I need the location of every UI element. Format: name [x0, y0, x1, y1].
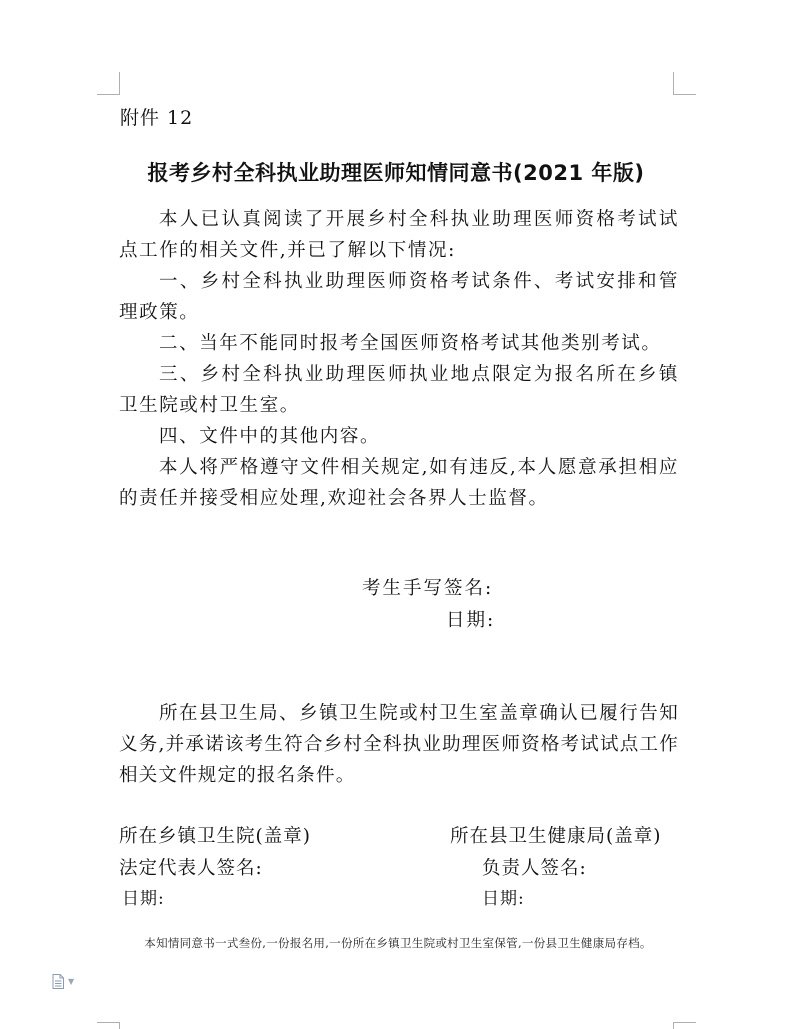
- candidate-date-label: 日期:: [446, 610, 496, 631]
- township-hospital-stamp-label: 所在乡镇卫生院(盖章): [119, 826, 311, 847]
- legal-representative-signature-label: 法定代表人签名:: [119, 858, 263, 879]
- footnote: 本知情同意书一式叁份,一份报名用,一份所在乡镇卫生院或村卫生室保管,一份县卫生健康局存档。: [144, 936, 652, 950]
- item-2-paragraph: 二、当年不能同时报考全国医师资格考试其他类别考试。: [159, 333, 662, 354]
- crop-mark-top-left: [97, 72, 120, 95]
- confirmation-paragraph: 所在县卫生局、乡镇卫生院或村卫生室盖章确认已履行告知义务,并承诺该考生符合乡村全科执业助理医师资格考试试点工作相关文件规定的报名条件。: [119, 703, 679, 786]
- dropdown-caret-icon[interactable]: ▼: [68, 977, 75, 986]
- county-health-bureau-stamp-label: 所在县卫生健康局(盖章): [450, 826, 662, 847]
- item-4-paragraph: 四、文件中的其他内容。: [159, 426, 381, 447]
- commitment-paragraph: 本人将严格遵守文件相关规定,如有违反,本人愿意承担相应的责任并接受相应处理,欢迎社会各界人士监督。: [119, 457, 679, 509]
- candidate-signature-label: 考生手写签名:: [362, 578, 494, 599]
- responsible-person-signature-label: 负责人签名:: [482, 858, 587, 879]
- county-date-label: 日期:: [482, 889, 525, 909]
- crop-mark-top-right: [673, 72, 696, 95]
- attachment-label: 附件 12: [120, 107, 194, 129]
- document-icon[interactable]: [52, 974, 64, 989]
- intro-paragraph: 本人已认真阅读了开展乡村全科执业助理医师资格考试试点工作的相关文件,并已了解以下情况:: [119, 209, 679, 261]
- item-3-paragraph: 三、乡村全科执业助理医师执业地点限定为报名所在乡镇卫生院或村卫生室。: [119, 364, 679, 416]
- item-1-paragraph: 一、乡村全科执业助理医师资格考试条件、考试安排和管理政策。: [119, 271, 679, 323]
- township-date-label: 日期:: [122, 889, 165, 909]
- document-title: 报考乡村全科执业助理医师知情同意书(2021 年版): [147, 161, 645, 185]
